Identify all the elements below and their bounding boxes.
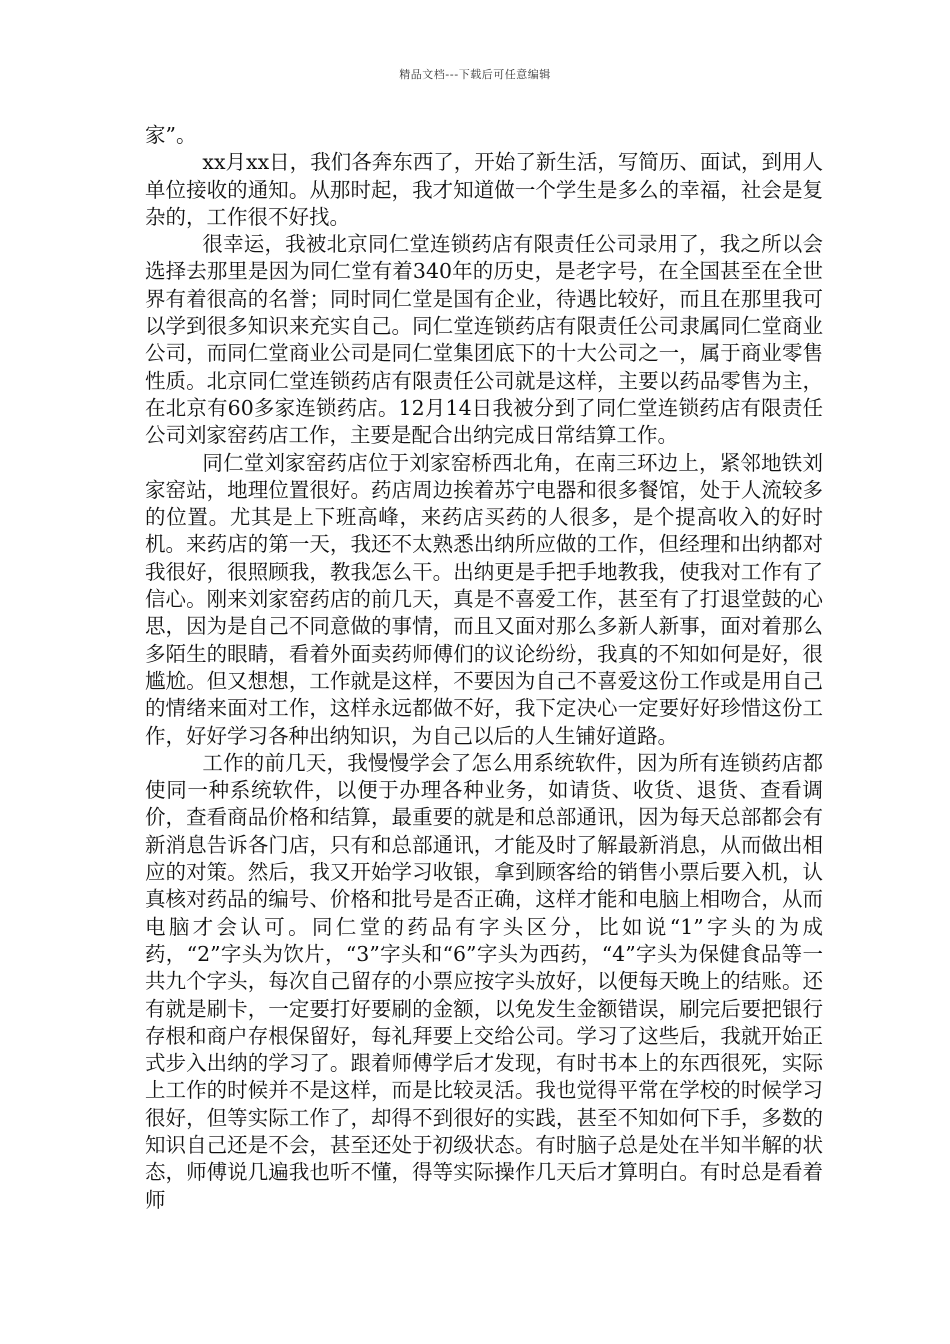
paragraph-4: 同仁堂刘家窑药店位于刘家窑桥西北角，在南三环边上，紧邻地铁刘家窑站，地理位置很好。药店周边挨着苏宁电器和很多餐馆，处于人流较多的位置。尤其是上下班高峰，来药店买药的人很多，是个提高收入的好时机。来药店的第一天，我还不太熟悉出纳所应做的工作，但经理和出纳都对我很好，很照顾我，教我怎么干。出纳更是手把手地教我，使我对工作有了信心。刚来刘家窑药店的前几天，真是不喜爱工作，甚至有了打退堂鼓的心思，因为是自己不同意做的事情，而且又面对那么多新人新事，面对着那么多陌生的眼睛，看着外面卖药师傅们的议论纷纷，我真的不知如何是好，很尴尬。但又想想，工作就是这样，不要因为自己不喜爱这份工作或是用自己的情绪来面对工作，这样永远都做不好，我下定决心一定要好好珍惜这份工作，好好学习各种出纳知识，为自己以后的人生铺好道路。	[145, 450, 823, 748]
paragraph-1: 家”。	[145, 123, 197, 147]
page-header: 精品文档---下载后可任意编辑	[399, 68, 551, 81]
paragraph-3: 很幸运，我被北京同仁堂连锁药店有限责任公司录用了，我之所以会选择去那里是因为同仁堂有着340年的历史，是老字号，在全国甚至在全世界有着很高的名誉；同时同仁堂是国有企业，待遇比较好，而且在那里我可以学到很多知识来充实自己。同仁堂连锁药店有限责任公司隶属同仁堂商业公司，而同仁堂商业公司是同仁堂集团底下的十大公司之一，属于商业零售性质。北京同仁堂连锁药店有限责任公司就是这样，主要以药品零售为主，在北京有60多家连锁药店。12月14日我被分到了同仁堂连锁药店有限责任公司刘家窑药店工作，主要是配合出纳完成日常结算工作。	[145, 232, 823, 448]
paragraph-5: 工作的前几天，我慢慢学会了怎么用系统软件，因为所有连锁药店都使同一种系统软件，以便于办理各种业务，如请货、收货、退货、查看调价，查看商品价格和结算，最重要的就是和总部通讯，因为每天总部都会有新消息告诉各门店，只有和总部通讯，才能及时了解最新消息，从而做出相应的对策。然后，我又开始学习收银，拿到顾客给的销售小票后要入机，认真核对药品的编号、价格和批号是否正确，这样才能和电脑上相吻合，从而电脑才会认可。同仁堂的药品有字头区分，比如说“1”字头的为成药，“2”字头为饮片，“3”字头和“6”字头为西药，“4”字头为保健食品等一共九个字头，每次自己留存的小票应按字头放好，以便每天晚上的结账。还有就是刷卡，一定要打好要刷的金额，以免发生金额错误，刷完后要把银行存根和商户存根保留好，每礼拜要上交给公司。学习了这些后，我就开始正式步入出纳的学习了。跟着师傅学后才发现，有时书本上的东西很死，实际上工作的时候并不是这样，而是比较灵活。我也觉得平常在学校的时候学习很好，但等实际工作了，却得不到很好的实践，甚至不知如何下手，多数的知识自己还是不会，甚至还处于初级状态。有时脑子总是处在半知半解的状态，师傅说几遍我也听不懂，得等实际操作几天后才算明白。有时总是看着师	[145, 750, 823, 1212]
paragraph-2: xx月xx日，我们各奔东西了，开始了新生活，写简历、面试，到用人单位接收的通知。从那时起，我才知道做一个学生是多么的幸福，社会是复杂的，工作很不好找。	[145, 150, 823, 229]
document-body	[145, 122, 823, 1214]
